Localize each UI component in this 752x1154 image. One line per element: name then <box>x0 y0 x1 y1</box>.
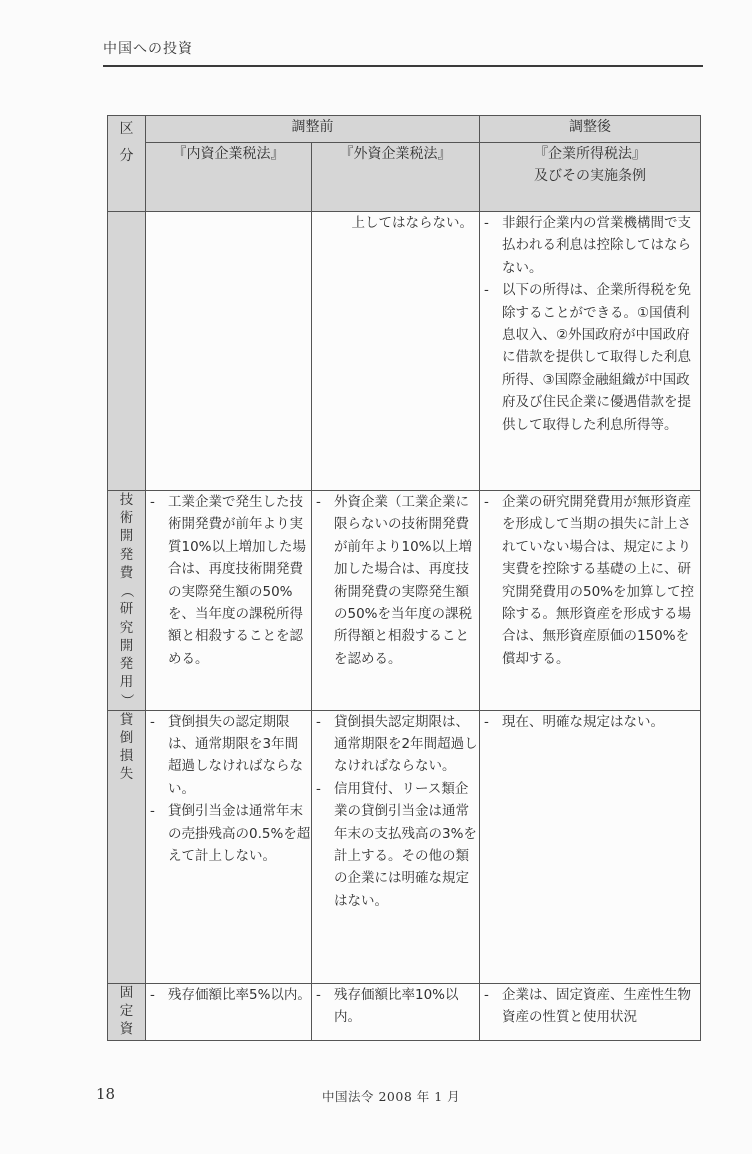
list-item: - 企業は、固定資産、生産性生物資産の性質と使用状況 <box>484 986 691 1026</box>
before-header: 調整前 <box>146 116 480 143</box>
row-tech-label: 技 術 開 発 費 （ 研 究 開 発 用 ） <box>108 491 146 711</box>
header-row-1 <box>108 116 701 143</box>
list-item: - 残存価額比率10%以内。 <box>316 986 459 1026</box>
comparison-table <box>107 115 701 1041</box>
row-tech-after <box>480 491 701 711</box>
list-item: - 工業企業で発生した技術開発費が前年より実質10%以上増加した場合は、再度技術開発費の実際発生額の50%を、当年度の課税所得額と相殺することを認める。 <box>150 494 307 667</box>
row-fixed-foreign <box>312 983 480 1040</box>
after-header: 調整後 <box>480 116 701 143</box>
row-baddebt-label: 貸 倒 損 失 <box>108 710 146 983</box>
publication-footer: 中国法令 2008 年 1 月 <box>322 1089 461 1104</box>
list-item: - 信用貸付、リース類企業の貸倒引当金は通常年末の支払残高の3%を計上する。その他の類の企業には明確な規定はない。 <box>316 780 477 909</box>
row-bad-debt <box>108 710 701 983</box>
list-item: - 現在、明確な規定はない。 <box>484 713 664 730</box>
row-baddebt-after <box>480 710 701 983</box>
new-law-header-line2: 及びその実施条例 <box>534 168 646 185</box>
row-continued-domestic <box>146 212 312 491</box>
row-tech-development <box>108 491 701 711</box>
row-fixed-assets <box>108 983 701 1040</box>
list-item: - 貸倒損失の認定期限は、通常期限を3年間超過しなければならない。 <box>150 713 303 797</box>
foreign-continuation-text: 上してはならない。 <box>351 215 473 231</box>
row-continued <box>108 212 701 491</box>
list-item: - 外資企業（工業企業に限らないの技術開発費が前年より10%以上増加した場合は、再度技術開発費の実際発生額の50%を当年度の課税所得額と相殺することを認める。 <box>316 494 473 667</box>
new-law-header-line1: 『企業所得税法』 <box>534 146 646 162</box>
row-baddebt-domestic <box>146 710 312 983</box>
list-item: - 以下の所得は、企業所得税を免除することができる。①国債利息収入、②外国政府が中国政府に借款を提供して取得した利息所得、③国際金融組織が中国政府及び住民企業に優遇借款を提供して取得した利息所得等。 <box>484 282 691 433</box>
row-fixed-label: 固 定 資 <box>108 983 146 1040</box>
kubun-label: 区分 <box>119 121 134 164</box>
header-row-2 <box>108 143 701 212</box>
row-continued-label <box>108 212 146 491</box>
row-fixed-domestic <box>146 983 312 1040</box>
foreign-law-header: 『外資企業税法』 <box>312 143 480 212</box>
list-item: - 貸倒引当金は通常年末の売掛残高の0.5%を超えて計上しない。 <box>150 803 311 865</box>
row-baddebt-foreign <box>312 710 480 983</box>
row-tech-foreign <box>312 491 480 711</box>
row-tech-domestic <box>146 491 312 711</box>
row-fixed-after <box>480 983 701 1040</box>
kubun-header <box>108 116 146 212</box>
list-item: - 企業の研究開発費用が無形資産を形成して当期の損失に計上されていない場合は、規定により実費を控除する基礎の上に、研究開発費用の50%を加算して控除する。無形資産を形成する場合は、無形資産原価の150%を償却する。 <box>484 494 695 667</box>
running-title: 中国への投資 <box>103 41 193 57</box>
list-item: - 非銀行企業内の営業機構間で支払われる利息は控除してはならない。 <box>484 215 691 276</box>
list-item: - 貸倒損失認定期限は、通常期限を2年間超過しなければならない。 <box>316 713 478 775</box>
header-rule <box>103 65 703 67</box>
new-law-header <box>480 143 701 212</box>
list-item: - 残存価額比率5%以内。 <box>150 986 311 1003</box>
domestic-law-header: 『内資企業税法』 <box>146 143 312 212</box>
row-continued-after <box>480 212 701 491</box>
page-number: 18 <box>96 1085 116 1103</box>
row-continued-foreign <box>312 212 480 491</box>
